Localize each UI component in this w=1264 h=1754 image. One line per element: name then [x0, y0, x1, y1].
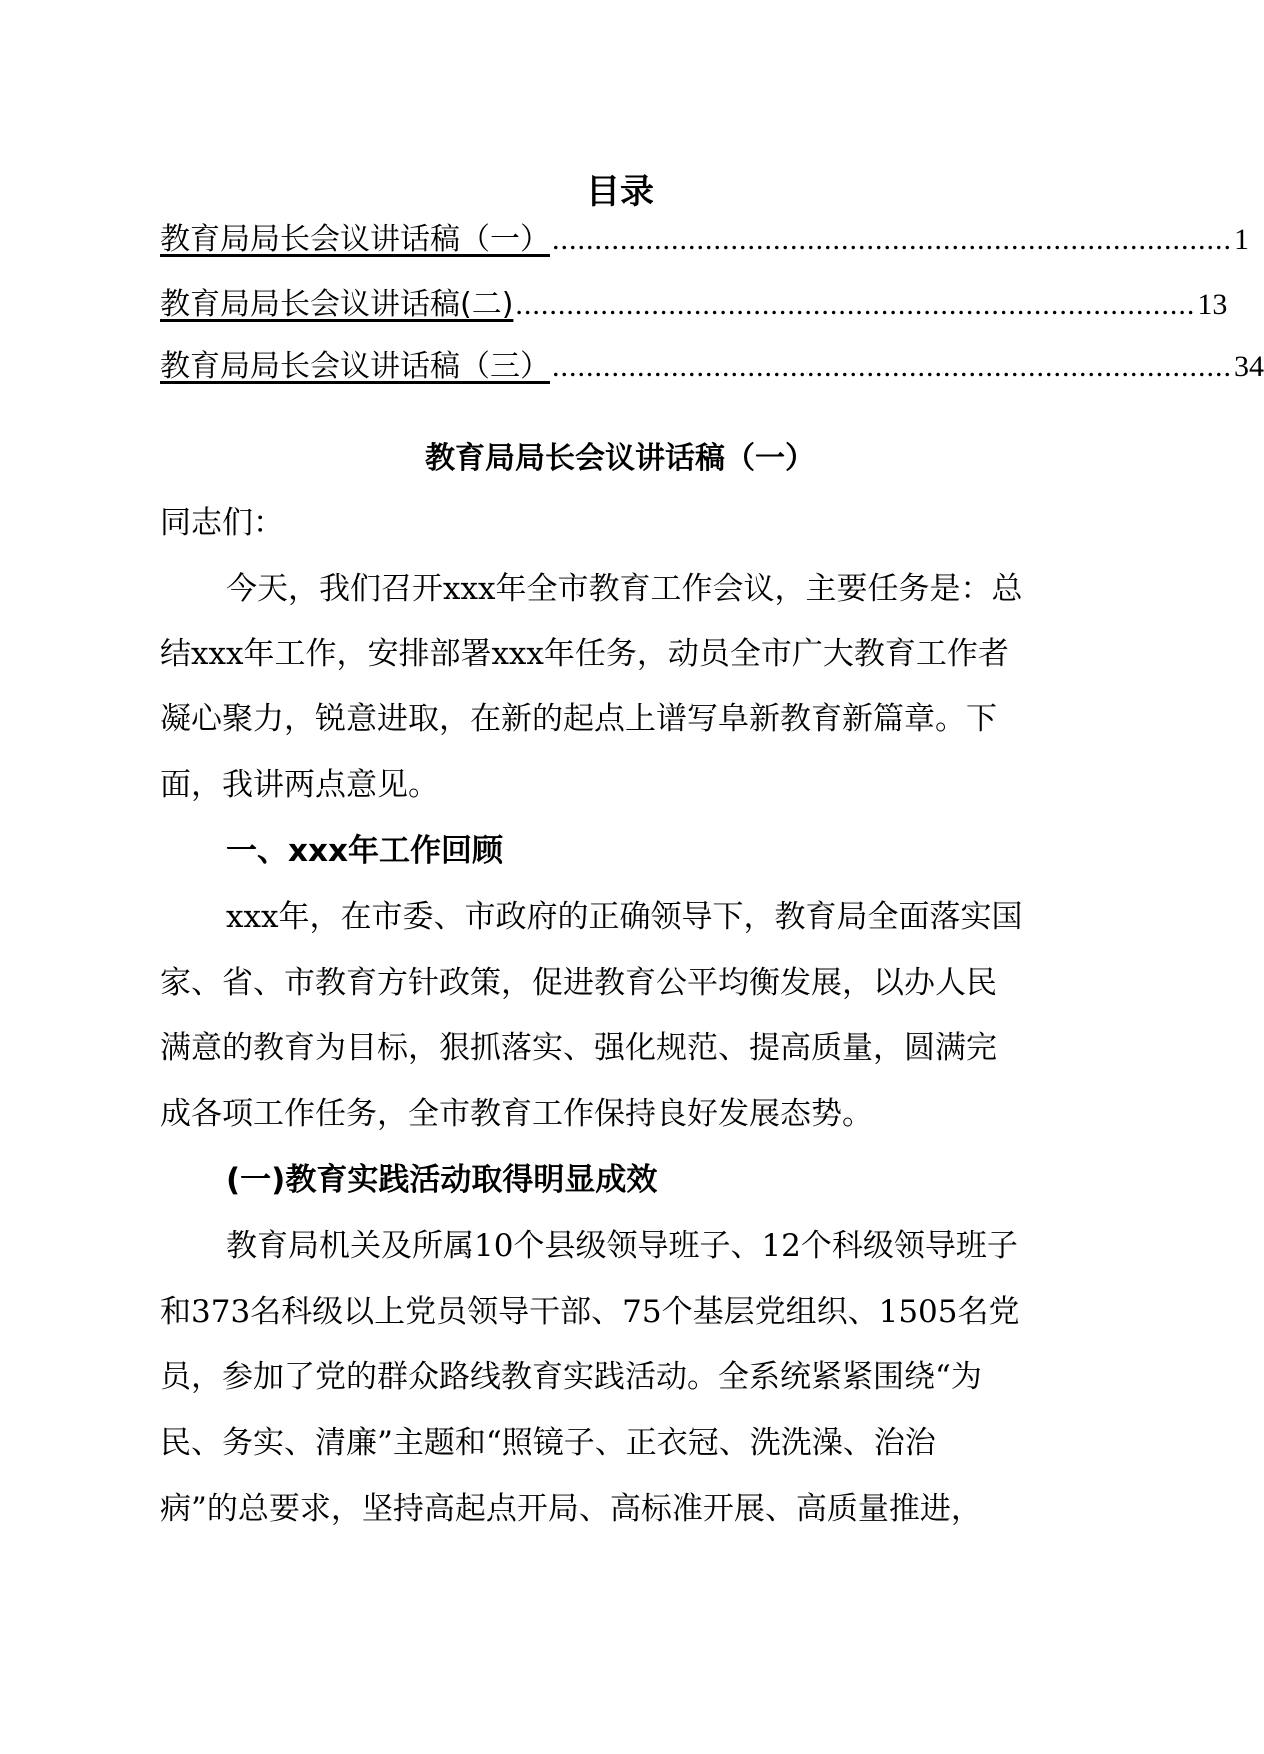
toc-entry-label[interactable]: 教育局局长会议讲话稿（三）: [160, 349, 550, 384]
toc-entry-2[interactable]: [160, 283, 1228, 327]
document-title: 教育局局长会议讲话稿（一）: [425, 441, 815, 476]
toc-leader-dots: ................................................................................: [515, 288, 1196, 321]
toc-entry-label[interactable]: 教育局局长会议讲话稿（一）: [160, 222, 550, 257]
salutation: 同志们：: [160, 505, 284, 541]
section-line: xxx年，在市委、市政府的正确领导下，教育局全面落实国: [226, 899, 1023, 935]
toc-leader-dots: ................................................................................: [552, 350, 1232, 383]
section-line: 成各项工作任务，全市教育工作保持良好发展态势。: [160, 1096, 873, 1132]
intro-line: 结xxx年工作，安排部署xxx年任务，动员全市广大教育工作者: [160, 636, 1009, 672]
intro-line: 今天，我们召开xxx年全市教育工作会议，主要任务是：总: [226, 571, 1023, 607]
intro-line: 面，我讲两点意见。: [160, 767, 439, 803]
section-heading: 一、xxx年工作回顾: [226, 833, 503, 869]
subsection-heading: (一)教育实践活动取得明显成效: [226, 1162, 658, 1198]
section-line: 家、省、市教育方针政策，促进教育公平均衡发展，以办人民: [160, 965, 997, 1001]
toc-entry-1[interactable]: [160, 218, 1249, 262]
toc-entry-3[interactable]: [160, 345, 1264, 389]
toc-page-number: 13: [1197, 288, 1228, 321]
subsection-line: 病”的总要求，坚持高起点开局、高标准开展、高质量推进，: [160, 1491, 982, 1527]
toc-leader-dots: ................................................................................: [552, 223, 1232, 256]
intro-line: 凝心聚力，锐意进取，在新的起点上谱写阜新教育新篇章。下: [160, 701, 997, 737]
toc-page-number: 34: [1234, 350, 1264, 383]
subsection-line: 教育局机关及所属10个县级领导班子、12个科级领导班子: [226, 1228, 1018, 1264]
subsection-line: 民、务实、清廉”主题和“照镜子、正衣冠、洗洗澡、治治: [160, 1425, 936, 1461]
section-line: 满意的教育为目标，狠抓落实、强化规范、提高质量，圆满完: [160, 1030, 997, 1066]
subsection-line: 和373名科级以上党员领导干部、75个基层党组织、1505名党: [160, 1294, 1020, 1330]
subsection-line: 员，参加了党的群众路线教育实践活动。全系统紧紧围绕“为: [160, 1359, 982, 1395]
toc-entry-label[interactable]: 教育局局长会议讲话稿(二): [160, 287, 514, 322]
toc-title: 目录: [586, 172, 654, 212]
toc-page-number: 1: [1234, 223, 1249, 256]
